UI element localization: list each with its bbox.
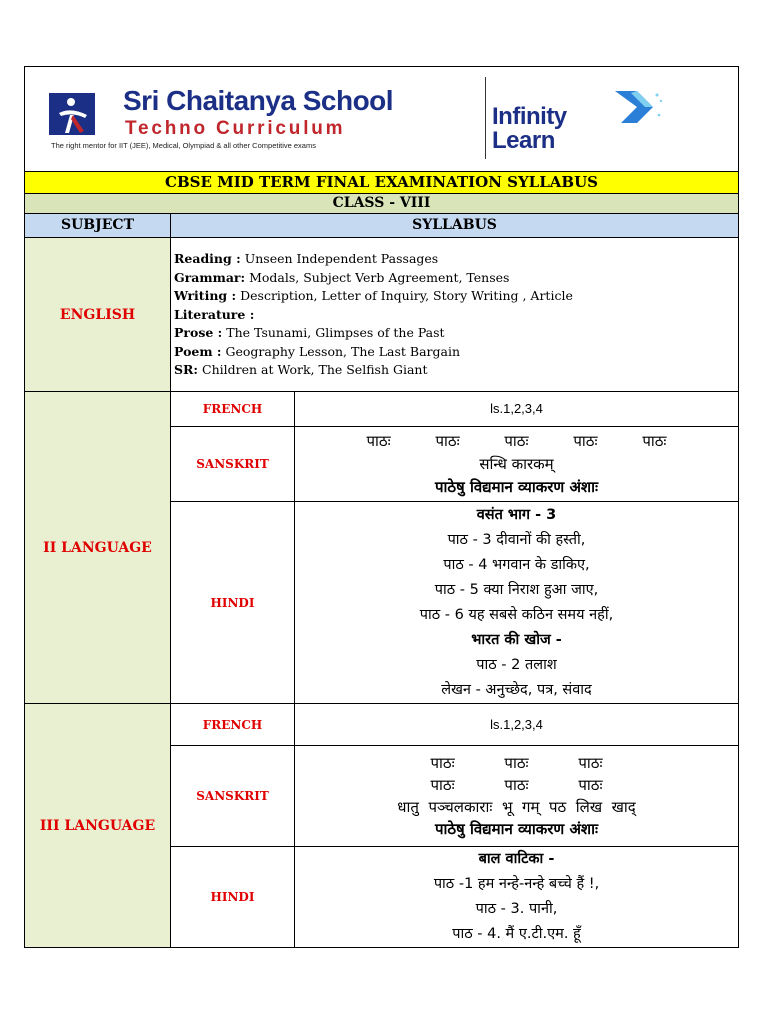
- second-french-label-cell: [170, 391, 295, 427]
- exam-title: CBSE MID TERM FINAL EXAMINATION SYLLABUS: [25, 171, 738, 194]
- hindi-line: वसंत भाग - 3: [476, 506, 557, 523]
- sanskrit-line: धातु पञ्चलकाराः भू गम् पठ लिख खाद्: [397, 798, 636, 816]
- hindi-line: पाठ - 2 तलाश: [476, 656, 557, 673]
- hindi-line: लेखन - अनुच्छेद, पत्र, संवाद: [441, 681, 592, 698]
- second-sanskrit-label-cell: [170, 426, 295, 502]
- sanskrit-path-row: पाठः पाठः पाठः: [430, 776, 603, 794]
- second-sanskrit-syllabus-cell: [294, 426, 739, 502]
- french-label: FRENCH: [202, 717, 263, 732]
- second-hindi-label-cell: [170, 501, 295, 704]
- sanskrit-path-row: पाठः पाठः पाठः पाठः पाठः: [366, 431, 667, 450]
- english-line: Writing : Description, Letter of Inquiry, Story Writing , Article: [174, 288, 573, 303]
- english-line: SR: Children at Work, The Selfish Giant: [174, 362, 428, 377]
- sanskrit-path-row: पाठः पाठः पाठः: [430, 754, 603, 772]
- hindi-line: पाठ - 3. पानी,: [475, 901, 558, 917]
- sanskrit-label: SANSKRIT: [196, 789, 269, 803]
- english-subject-cell: [24, 237, 171, 392]
- sanskrit-line: पाठेषु विद्यमान व्याकरण अंशाः: [434, 820, 599, 838]
- brand-subtitle: Techno Curriculum: [125, 118, 346, 139]
- hindi-label: HINDI: [210, 595, 255, 610]
- brand-tagline: The right mentor for IIT (JEE), Medical, Olympiad & all other Competitive exams: [51, 141, 316, 150]
- english-line: Grammar: Modals, Subject Verb Agreement, Tenses: [174, 269, 510, 285]
- hindi-label: HINDI: [210, 890, 255, 904]
- french-label: FRENCH: [202, 402, 263, 416]
- syllabus-column-header: SYLLABUS: [171, 214, 738, 238]
- school-logo-icon: [49, 93, 95, 135]
- second-hindi-syllabus-cell: [294, 501, 739, 704]
- hindi-line: भारत की खोज -: [471, 631, 562, 648]
- second-language-label: II LANGUAGE: [43, 539, 152, 556]
- third-sanskrit-syllabus-cell: [294, 745, 739, 847]
- english-line: Poem : Geography Lesson, The Last Bargain: [174, 343, 461, 359]
- hindi-line: पाठ -1 हम नन्हे-नन्हे बच्चे हैं !,: [433, 876, 600, 892]
- third-french-syllabus-cell: [294, 703, 739, 746]
- sanskrit-line: पाठेषु विद्यमान व्याकरण अंशाः: [434, 477, 599, 496]
- french-syllabus: ls.1,2,3,4: [490, 401, 543, 416]
- partner-logo-line1: Infinity: [492, 103, 567, 130]
- hindi-line: बाल वाटिका -: [478, 851, 555, 867]
- third-hindi-syllabus-cell: [294, 846, 739, 948]
- school-header: [25, 67, 737, 171]
- partner-arrow-icon: [607, 85, 667, 133]
- hindi-line: पाठ - 6 यह सबसे कठिन समय नहीं,: [419, 606, 614, 623]
- partner-logo-line2: Learn: [492, 127, 555, 154]
- second-language-subject-cell: [24, 391, 171, 704]
- english-line: Literature :: [174, 306, 255, 322]
- hindi-line: पाठ - 4 भगवान के डाकिए,: [443, 556, 590, 573]
- hindi-line: पाठ - 3 दीवानों की हस्ती,: [447, 531, 586, 548]
- second-french-syllabus-cell: [294, 391, 739, 427]
- french-syllabus: ls.1,2,3,4: [490, 716, 543, 732]
- english-line: Reading : Unseen Independent Passages: [174, 251, 439, 266]
- third-hindi-label-cell: [170, 846, 295, 948]
- syllabus-sheet: [24, 66, 739, 948]
- english-line: Prose : The Tsunami, Glimpses of the Past: [174, 325, 445, 340]
- sanskrit-label: SANSKRIT: [196, 457, 269, 471]
- subject-column-header: SUBJECT: [25, 214, 171, 238]
- hindi-line: पाठ - 5 क्या निराश हुआ जाए,: [434, 581, 599, 598]
- third-language-subject-cell: [24, 703, 171, 948]
- third-sanskrit-label-cell: [170, 745, 295, 847]
- sanskrit-line: सन्धि कारकम्: [479, 454, 554, 473]
- hindi-line: पाठ - 4. मैं ए.टी.एम. हूँ: [452, 926, 581, 942]
- brand-name: Sri Chaitanya School: [123, 85, 394, 116]
- third-french-label-cell: [170, 703, 295, 746]
- english-syllabus-cell: [170, 237, 739, 392]
- table-header: [25, 214, 738, 238]
- header-divider: [485, 77, 486, 159]
- third-language-label: III LANGUAGE: [39, 817, 156, 834]
- english-subject-label: ENGLISH: [59, 306, 136, 323]
- class-label: CLASS - VIII: [25, 194, 738, 214]
